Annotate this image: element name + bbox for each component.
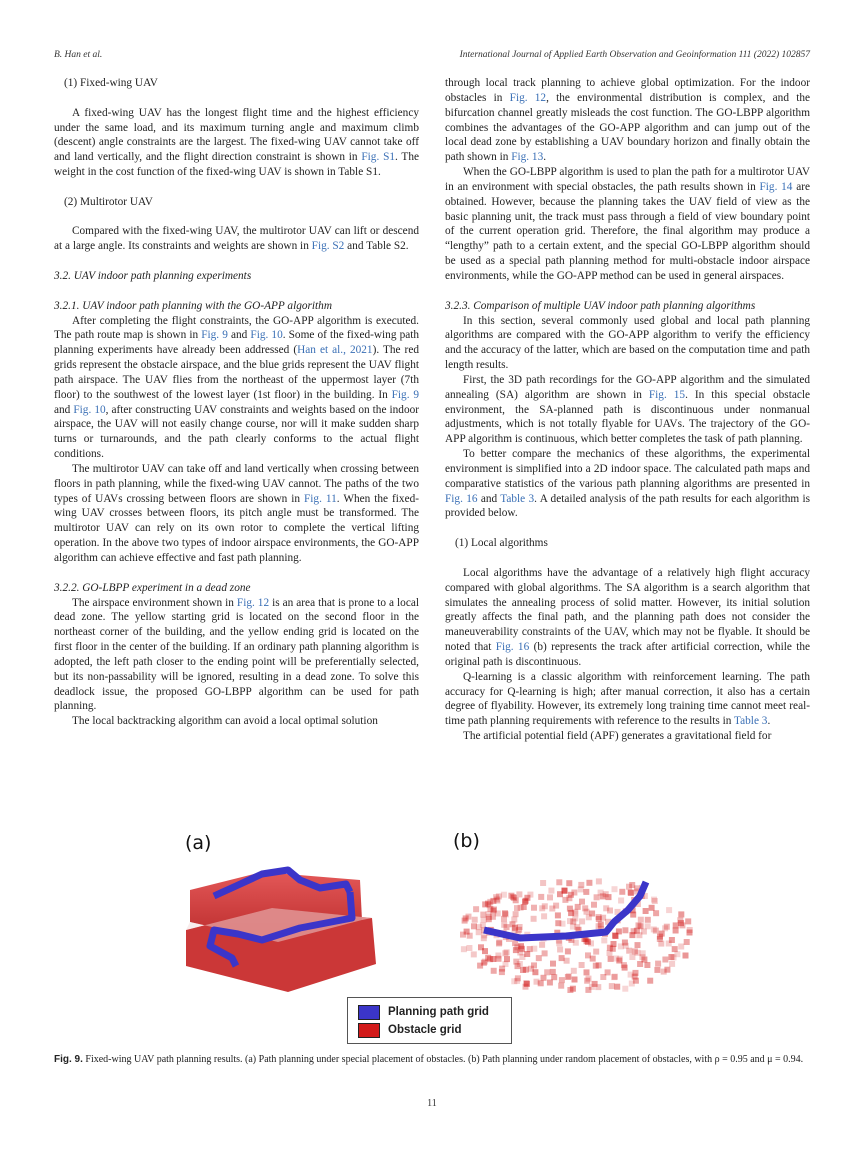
obstacle-cell: [596, 914, 602, 920]
obstacle-cell: [601, 937, 607, 943]
obstacle-cell: [574, 924, 580, 930]
obstacle-cell: [562, 897, 568, 903]
obstacle-cell: [630, 912, 636, 918]
obstacle-cell: [662, 957, 668, 963]
fig-12-link[interactable]: Fig. 12: [236, 596, 270, 609]
obstacle-cell: [579, 962, 585, 968]
obstacle-cell: [608, 956, 614, 962]
obstacle-cell: [622, 986, 628, 992]
obstacle-cell: [586, 976, 592, 982]
obstacle-cell: [557, 947, 563, 953]
obstacle-cell: [524, 981, 530, 987]
obstacle-cell: [572, 910, 578, 916]
paragraph-3-2-2-a: The airspace environment shown in Fig. 12 is an area that is prone to a local dead zone. The yellow starting grid is located on the second floor in the northeast corner of the building, and the yellow ending grid is located on the first floor in the center of the building. If an ordinary path planning algorithm is adopted, the left path closer to the ending point will be preferentially selected, but its non-passability will be ignored, resulting in a dead zone. To solve this deadlock issue, the proposed GO-LBPP algorithm can be used for path planning.: [54, 596, 419, 713]
obstacle-cell: [518, 943, 524, 949]
obstacle-cell: [613, 933, 619, 939]
paragraph-r5: To better compare the mechanics of these algorithms, the experimental environment is simplified into a 2D indoor space. The calculated path maps and comparative statistics of the various path planning algorithms are presented in Fig. 16 and Table 3. A detailed analysis of the path results for each algorithm is provided below.: [445, 448, 811, 520]
table-3-link[interactable]: Table 3: [500, 492, 535, 505]
legend-label-path: Planning path grid: [388, 1006, 489, 1018]
obstacle-cell: [504, 956, 510, 962]
obstacle-cell: [628, 890, 634, 896]
obstacle-cell: [622, 927, 628, 933]
obstacle-cell: [485, 955, 491, 961]
obstacle-cell: [666, 907, 672, 913]
obstacle-cell: [539, 905, 545, 911]
obstacle-cell: [502, 910, 508, 916]
obstacle-cell: [511, 978, 517, 984]
obstacle-cell: [566, 880, 572, 886]
obstacle-cell: [517, 924, 523, 930]
obstacle-cell: [629, 981, 635, 987]
obstacle-cell: [476, 929, 482, 935]
caption-label: Fig. 9.: [54, 1054, 83, 1065]
obstacle-cell: [596, 878, 602, 884]
obstacle-cell: [593, 949, 599, 955]
left-column: [54, 76, 419, 729]
page-number: 11: [427, 1098, 437, 1109]
obstacle-cell: [603, 905, 609, 911]
obstacle-cell: [596, 962, 602, 968]
obstacle-cell: [652, 898, 658, 904]
obstacle-cell: [523, 967, 529, 973]
obstacle-cell: [669, 961, 675, 967]
obstacle-cell: [632, 948, 638, 954]
obstacle-cell: [515, 963, 521, 969]
obstacle-cell: [476, 924, 482, 930]
heading-local-algorithms: (1) Local algorithms: [455, 537, 548, 550]
fig-s1-link[interactable]: Fig. S1: [361, 151, 396, 164]
obstacle-cell: [527, 946, 533, 952]
paragraph-3-2-1-b: The multirotor UAV can take off and land vertically when crossing between floors in path planning, while the fixed-wing UAV cannot. The paths of the two types of UAVs crossing between floors are shown in Fig. 11. When the fixed-wing UAV crosses between floors, its pitch angle must be transformed. The multirotor UAV can rely on its own rotor to complete the vertical lifting operation. In the above two types of indoor airspace environments, the GO-APP algorithm can achieve effective and fast path planning.: [54, 462, 419, 564]
obstacle-cell: [560, 921, 566, 927]
obstacle-cell: [496, 941, 502, 947]
obstacle-cell: [669, 937, 675, 943]
obstacle-cell: [671, 954, 677, 960]
obstacle-cell: [558, 983, 564, 989]
obstacle-cell: [486, 911, 492, 917]
fig-9-link[interactable]: Fig. 9: [391, 388, 420, 401]
obstacle-cell: [464, 929, 470, 935]
obstacle-cell: [651, 926, 657, 932]
obstacle-cell: [513, 911, 519, 917]
obstacle-cell: [538, 894, 544, 900]
obstacle-cell: [612, 886, 618, 892]
paragraph-r1: through local track planning to achieve global optimization. For the indoor obstacles in Fig. 12, the environmental distribution is complex, and the bifurcation channel greatly misleads the cost function. The GO-LBPP algorithm combines the advantages of the GO-APP algorithm and can jump out of the local dead zone by establishing a UAV boundary horizon and finally obtain the path shown in Fig. 13.: [445, 77, 810, 164]
obstacle-cell: [491, 968, 497, 974]
obstacle-cell: [570, 919, 576, 925]
obstacle-cell: [685, 918, 691, 924]
caption-text: Fixed-wing UAV path planning results. (a) Path planning under special placement of obstacles. (b) Path planning under random placement of obstacles, with ρ = 0.95 and μ = 0.94.: [82, 1054, 804, 1065]
obstacle-cell: [653, 910, 659, 916]
obstacle-cell: [571, 968, 577, 974]
obstacle-cell: [647, 978, 653, 984]
obstacle-cell: [559, 955, 565, 961]
obstacle-cell: [463, 915, 469, 921]
section-heading-3-2: 3.2. UAV indoor path planning experiments: [54, 269, 252, 282]
obstacle-cell: [635, 942, 641, 948]
obstacle-cell: [550, 969, 556, 975]
obstacle-cell: [621, 962, 627, 968]
han-2021-citation-link[interactable]: Han et al., 2021: [297, 344, 373, 357]
section-heading-3-2-3: 3.2.3. Comparison of multiple UAV indoor path planning algorithms: [445, 299, 756, 312]
obstacle-cell: [547, 894, 553, 900]
obstacle-cell: [579, 899, 585, 905]
obstacle-cell: [501, 916, 507, 922]
obstacle-cell: [480, 912, 486, 918]
obstacle-cell: [556, 879, 562, 885]
obstacle-cell: [589, 911, 595, 917]
obstacle-cell: [531, 905, 537, 911]
obstacle-cell: [684, 939, 690, 945]
obstacle-cell: [547, 980, 553, 986]
obstacle-cell: [532, 969, 538, 975]
section-heading-3-2-2: 3.2.2. GO-LBPP experiment in a dead zone: [54, 581, 251, 594]
fig-16-link[interactable]: Fig. 16: [445, 492, 478, 505]
obstacle-cell: [482, 948, 488, 954]
obstacle-cell: [641, 929, 647, 935]
obstacle-cell: [623, 943, 629, 949]
paragraph-r7: Q-learning is a classic algorithm with reinforcement learning. The path accuracy for Q-learning is high; after manual correction, it also has a certain degree of flyability. However, its extremely long training time cannot meet real-time path planning requirements with reference to the results in Table 3.: [445, 670, 810, 728]
obstacle-cell: [645, 923, 651, 929]
fig-14-link[interactable]: Fig. 14: [759, 180, 793, 193]
obstacle-cell: [614, 984, 620, 990]
obstacle-cell: [501, 922, 507, 928]
obstacle-cell: [570, 986, 576, 992]
obstacle-cell: [550, 961, 556, 967]
obstacle-cell: [637, 961, 643, 967]
obstacle-cell: [664, 967, 670, 973]
figure-caption: [54, 1053, 810, 1067]
obstacle-cell: [638, 917, 644, 923]
obstacle-cell: [501, 892, 507, 898]
obstacle-cell: [539, 942, 545, 948]
obstacle-cell: [594, 894, 600, 900]
obstacle-cell: [472, 917, 478, 923]
obstacle-cell: [677, 917, 683, 923]
obstacle-cell: [633, 970, 639, 976]
fig-15-link[interactable]: Fig. 15: [648, 388, 686, 401]
obstacle-cell: [683, 953, 689, 959]
obstacle-cell: [618, 898, 624, 904]
obstacle-cell: [541, 913, 547, 919]
obstacle-cell: [678, 944, 684, 950]
obstacle-cell: [585, 939, 591, 945]
obstacle-cell: [541, 975, 547, 981]
obstacle-cell: [540, 880, 546, 886]
obstacle-cell: [494, 898, 500, 904]
obstacle-cell: [629, 882, 635, 888]
obstacle-cell: [672, 946, 678, 952]
figure-legend: [347, 997, 512, 1044]
legend-item-obstacle: [358, 1022, 462, 1038]
obstacle-cell: [512, 940, 518, 946]
fig-9-link[interactable]: Fig. 9: [201, 329, 228, 342]
obstacle-cell: [619, 889, 625, 895]
fig-12-link[interactable]: Fig. 12: [509, 91, 547, 104]
obstacle-cell: [562, 888, 568, 894]
obstacle-cell: [555, 912, 561, 918]
obstacle-cell: [607, 945, 613, 951]
obstacle-cell: [643, 908, 649, 914]
paragraph-fixed-wing: A fixed-wing UAV has the longest flight time and the highest efficiency under the same load, and its maximum turning angle and maximum climb (descent) angle constraints are the largest. The fixed-wing UAV cannot take off and land vertically, and the flight direction constraint is shown in Fig. S1. The weight in the cost function of the fixed-wing UAV is shown in Table S1.: [54, 106, 419, 179]
obstacle-cell: [629, 932, 635, 938]
fig-10-link[interactable]: Fig. 10: [250, 329, 283, 342]
obstacle-cell: [629, 954, 635, 960]
fig-10-link[interactable]: Fig. 10: [73, 403, 106, 416]
obstacle-cell: [504, 949, 510, 955]
obstacle-cell: [571, 890, 577, 896]
obstacle-cell: [611, 974, 617, 980]
obstacle-cell: [673, 928, 679, 934]
obstacle-cell: [582, 905, 588, 911]
obstacle-cell: [548, 888, 554, 894]
obstacle-cell: [598, 922, 604, 928]
obstacle-cell: [544, 969, 550, 975]
obstacle-cell: [645, 917, 651, 923]
obstacle-cell: [657, 936, 663, 942]
obstacle-cell: [531, 916, 537, 922]
obstacle-cell: [499, 969, 505, 975]
obstacle-cell: [477, 963, 483, 969]
running-header-authors: B. Han et al.: [54, 50, 103, 60]
obstacle-cell: [589, 984, 595, 990]
path-swatch-icon: [358, 1005, 380, 1020]
obstacle-cell: [534, 979, 540, 985]
obstacle-cell: [578, 886, 584, 892]
obstacle-cell: [585, 952, 591, 958]
panel-label-a: (a): [185, 832, 212, 854]
fig-s2-link[interactable]: Fig. S2: [311, 240, 345, 253]
obstacle-cell: [486, 916, 492, 922]
obstacle-cell: [565, 948, 571, 954]
obstacle-cell: [542, 950, 548, 956]
obstacle-cell: [531, 962, 537, 968]
legend-label-obstacle: Obstacle grid: [388, 1024, 462, 1036]
obstacle-cell: [514, 905, 520, 911]
obstacle-swatch-icon: [358, 1023, 380, 1038]
obstacle-cell: [644, 962, 650, 968]
paragraph-3-2-1-a: After completing the flight constraints, the GO-APP algorithm is executed. The path route map is shown in Fig. 9 and Fig. 10. Some of the fixed-wing path planning experiments have already been addressed (Han et al., 2021). The red grids represent the obstacle airspace, and the blue grids represent the UAV flight path airspace. The UAV flies from the northeast of the uppermost layer (7th floor) to the southwest of the lowest layer (1st floor) in the building. In Fig. 9 and Fig. 10, after constructing UAV constraints and weights based on the indoor airspace, the UAV will not easily change course, nor will it make sudden sharp turns or turnarounds, and the path clearly conforms to the actual flight conditions.: [54, 314, 420, 461]
obstacle-cell: [638, 923, 644, 929]
obstacle-cell: [591, 902, 597, 908]
obstacle-cell: [673, 922, 679, 928]
obstacle-cell: [549, 906, 555, 912]
obstacle-cell: [678, 911, 684, 917]
obstacle-cell: [687, 930, 693, 936]
obstacle-cell: [659, 931, 665, 937]
paragraph-r2: When the GO-LBPP algorithm is used to plan the path for a multirotor UAV in an environment with special obstacles, the path results shown in Fig. 14 are obtained. However, because the planning takes the UAV field of view as the basic planning unit, the track must pass through a field of view boundary point of the current operation grid. Therefore, the final algorithm may produce a “lengthy” path to a certain extent, and the special GO-LBPP algorithm should be used as a special path planning method for multi-obstacle indoor airspace environments, while the GO-APP method can be used in general airspaces.: [445, 166, 811, 282]
panel-label-b: (b): [453, 830, 480, 852]
obstacle-cell: [473, 906, 479, 912]
obstacle-cell: [481, 917, 487, 923]
section-heading-3-2-1: 3.2.1. UAV indoor path planning with the GO-APP algorithm: [54, 299, 332, 312]
obstacle-cell: [471, 951, 477, 957]
fig-16-link[interactable]: Fig. 16: [495, 641, 530, 654]
paragraph-3-2-2-b: The local backtracking algorithm can avoid a local optimal solution: [72, 715, 378, 728]
table-3-link[interactable]: Table 3: [734, 715, 768, 728]
obstacle-cell: [583, 889, 589, 895]
obstacle-cell: [517, 950, 523, 956]
paragraph-r4: First, the 3D path recordings for the GO-APP algorithm and the simulated annealing (SA) algorithm are shown in Fig. 15. In this special obstacle environment, the SA-planned path is discontinuous under nonmanual adjustments, which is not totally flyable for UAVs. The trajectory of the GO-APP algorithm is continuous, which better completes the task of path planning.: [445, 373, 811, 446]
paragraph-r6: Local algorithms have the advantage of a relatively high flight accuracy compared with global algorithms. The SA algorithm is a search algorithm that simulates the annealing process of solid matter. However, its initial solution greatly affects the final path, and the planning path does not consider the maneuverability constraints of the UAV, which may not be flyable. It should be noted that Fig. 16 (b) represents the track after artificial correction, while the original path is discontinuous.: [445, 566, 811, 668]
legend-item-path: [358, 1004, 489, 1020]
obstacle-cell: [516, 891, 522, 897]
obstacle-cell: [586, 880, 592, 886]
obstacle-cell: [654, 967, 660, 973]
obstacle-cell: [572, 977, 578, 983]
obstacle-cell: [511, 917, 517, 923]
obstacle-cell: [536, 955, 542, 961]
obstacle-cell: [559, 977, 565, 983]
obstacle-cell: [579, 918, 585, 924]
obstacle-cell: [679, 922, 685, 928]
obstacle-cell: [600, 974, 606, 980]
obstacle-cell: [466, 945, 472, 951]
heading-fixed-wing: (1) Fixed-wing UAV: [64, 77, 158, 89]
paragraph-multirotor: Compared with the fixed-wing UAV, the multirotor UAV can lift or descend at a large angle. Its constraints and weights are shown in Fig. S2 and Table S2.: [54, 225, 419, 253]
obstacle-cell: [551, 974, 557, 980]
fig-11-link[interactable]: Fig. 11: [304, 492, 337, 505]
paragraph-r3: In this section, several commonly used global and local path planning algorithms are compared with the GO-APP algorithm to verify the efficiency and the accuracy of the latter, which are based on the computation time and path length results.: [445, 314, 810, 372]
obstacle-cell: [491, 907, 497, 913]
running-header-journal: International Journal of Applied Earth Observation and Geoinformation 111 (2022) 102857: [459, 50, 810, 60]
obstacle-cell: [461, 946, 467, 952]
paragraph-r8: The artificial potential field (APF) generates a gravitational field for: [463, 730, 772, 743]
obstacle-cell: [510, 894, 516, 900]
obstacle-cell: [655, 961, 661, 967]
obstacle-cell: [662, 925, 668, 931]
obstacle-cell: [609, 983, 615, 989]
obstacle-cell: [649, 905, 655, 911]
obstacle-cell: [566, 973, 572, 979]
fig-13-link[interactable]: Fig. 13: [511, 151, 544, 164]
obstacle-cell: [584, 969, 590, 975]
right-column: [445, 76, 810, 744]
heading-multirotor: (2) Multirotor UAV: [64, 195, 153, 208]
obstacle-cell: [522, 899, 528, 905]
